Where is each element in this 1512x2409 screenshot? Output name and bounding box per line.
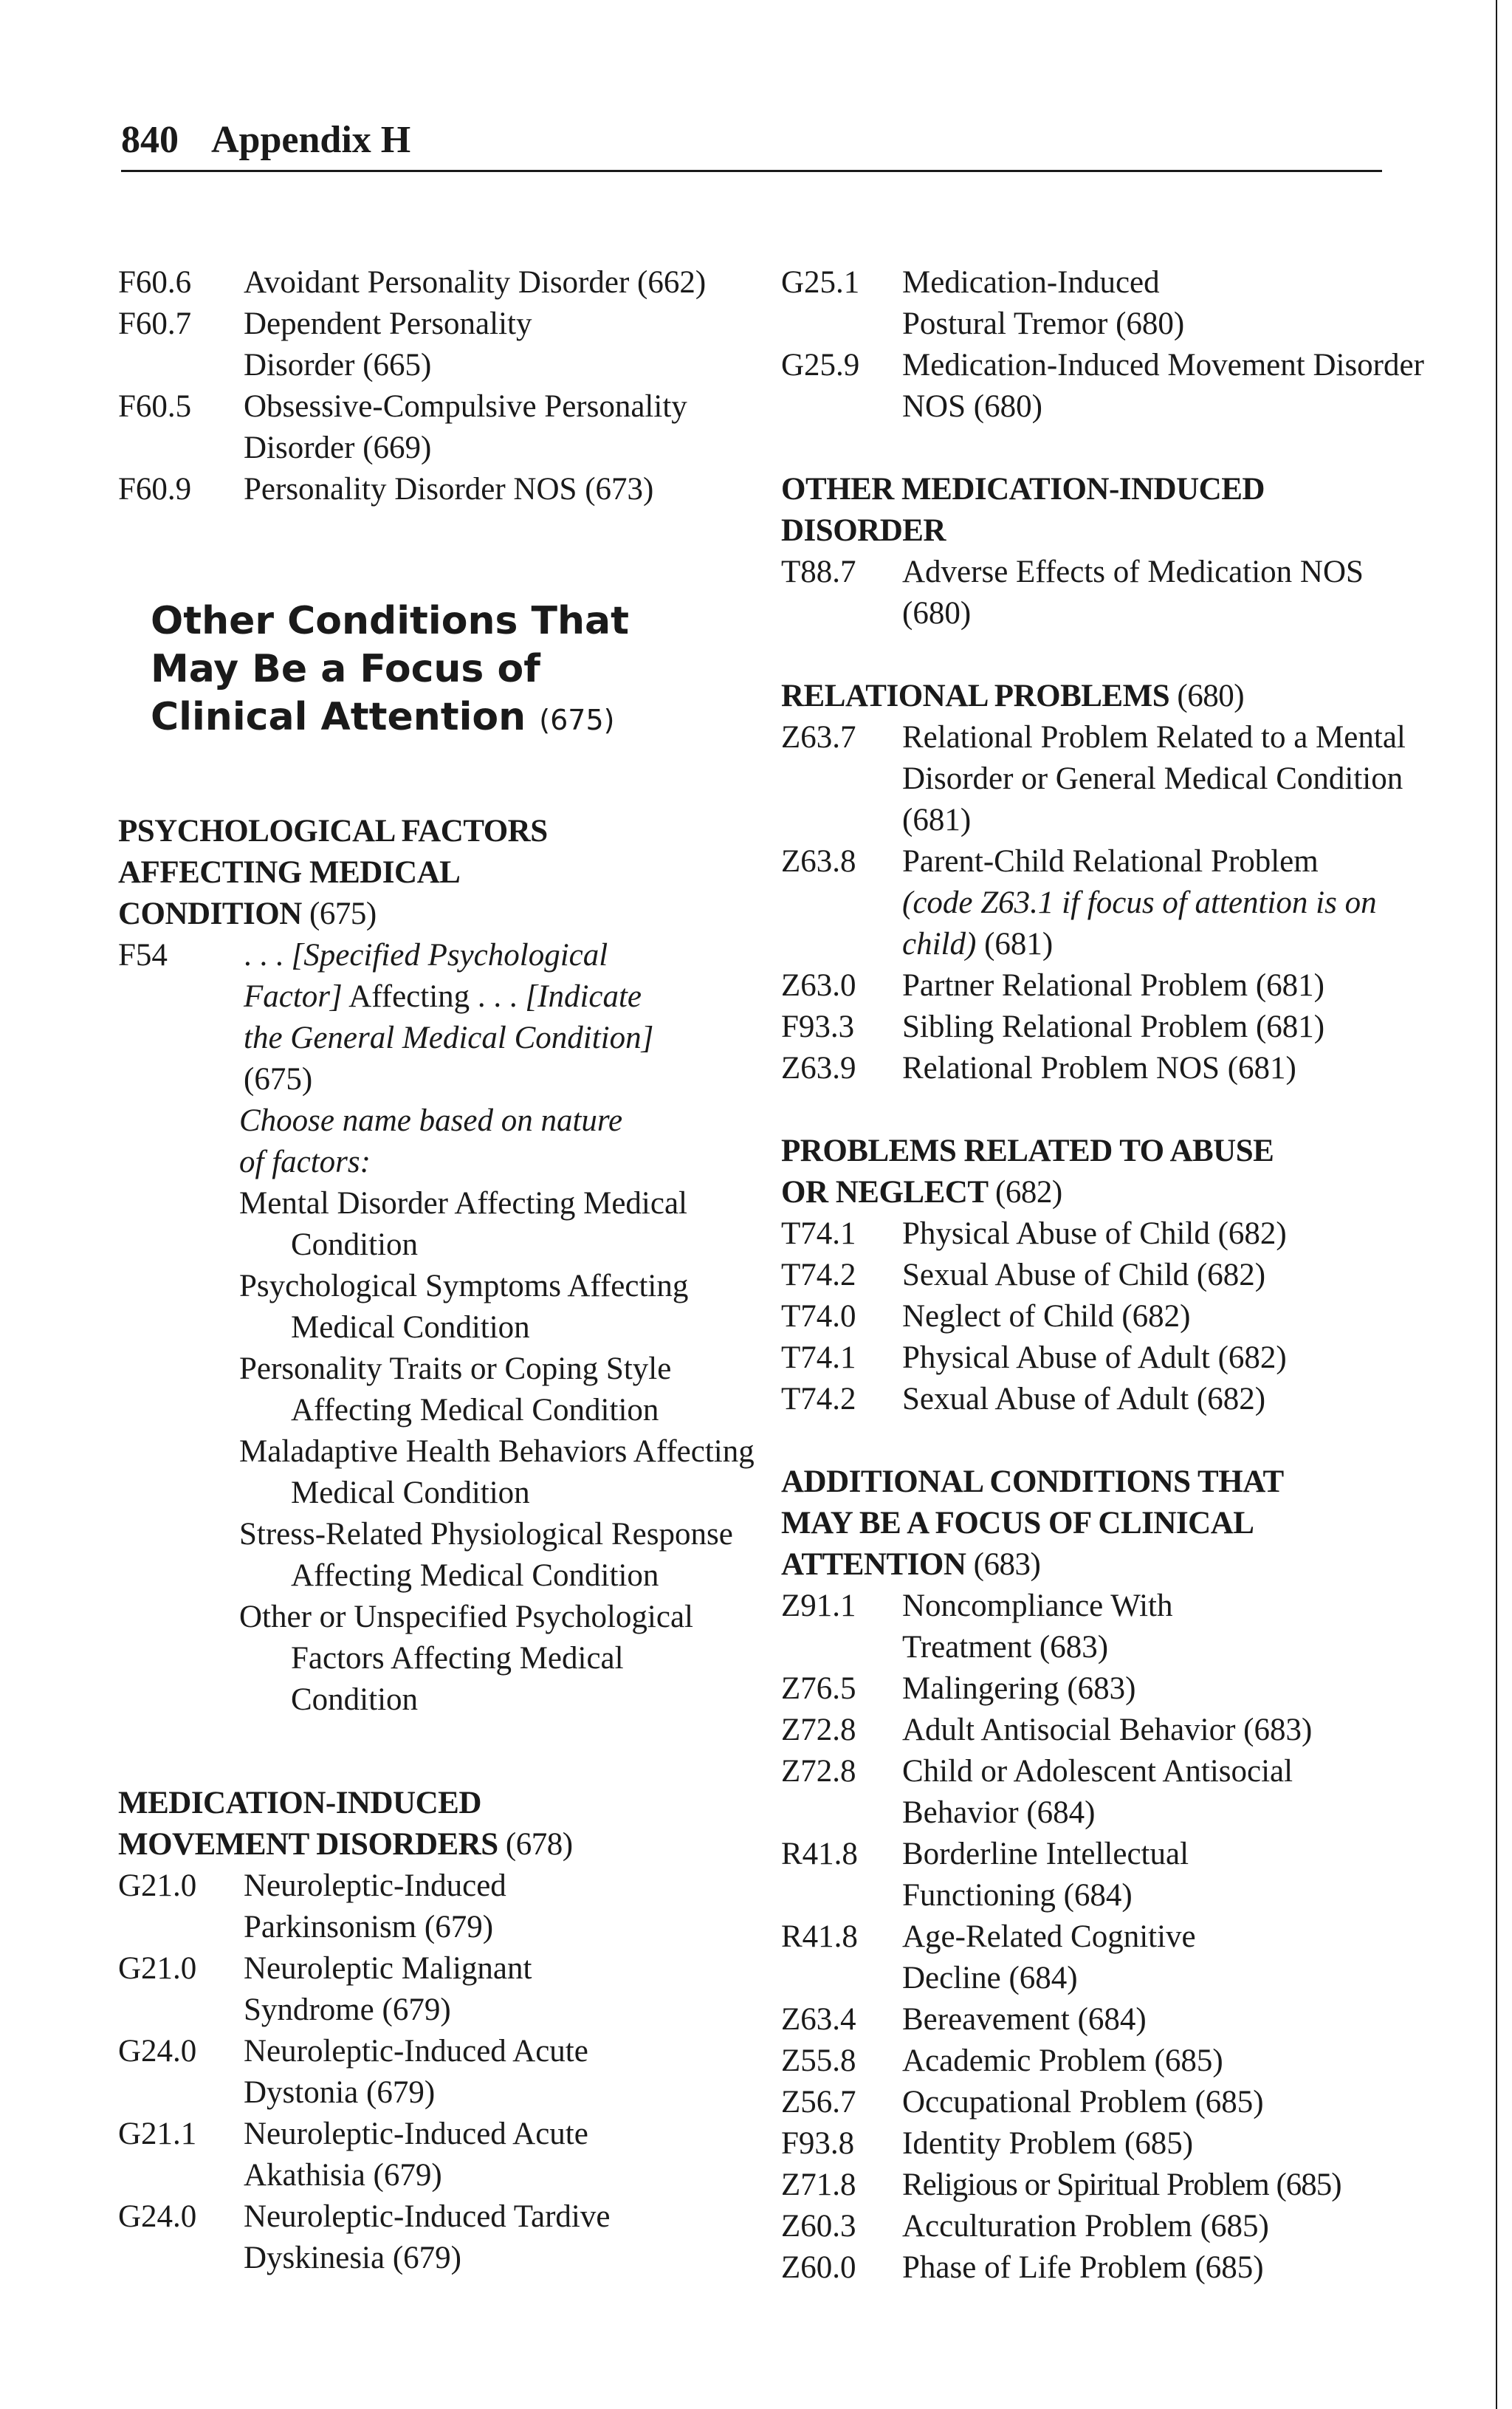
diagnosis-code: G21.0 bbox=[118, 1951, 197, 1986]
list-item bbox=[781, 1007, 1453, 1048]
diagnosis-name: Adverse Effects of Medication NOS (680) bbox=[902, 555, 1364, 631]
category-title: PSYCHOLOGICAL FACTORS AFFECTING MEDICAL CONDITION bbox=[118, 814, 548, 931]
category-heading bbox=[781, 676, 1453, 717]
list-item bbox=[781, 1751, 1453, 1834]
list-item bbox=[781, 2040, 1453, 2082]
list-item bbox=[781, 262, 1453, 345]
list-item bbox=[781, 1834, 1453, 1916]
instruction: Choose name based on nature of factors: bbox=[239, 1103, 623, 1179]
entry-ellipsis: . . . bbox=[244, 938, 292, 973]
list-item bbox=[118, 2114, 760, 2196]
diagnosis-code: G21.1 bbox=[118, 2117, 197, 2151]
list-item bbox=[781, 717, 1453, 841]
page-edge-line bbox=[1496, 0, 1497, 2409]
list-item bbox=[781, 2123, 1453, 2165]
diagnosis-name: Partner Relational Problem (681) bbox=[902, 968, 1324, 1003]
category-heading bbox=[781, 469, 1313, 552]
diagnosis-name: Acculturation Problem (685) bbox=[902, 2209, 1269, 2244]
list-item bbox=[781, 1668, 1453, 1710]
list-item bbox=[781, 2206, 1453, 2247]
diagnosis-code: R41.8 bbox=[781, 1919, 858, 1954]
list-item bbox=[781, 2165, 1453, 2206]
category-heading bbox=[118, 811, 591, 935]
diagnosis-name: Identity Problem (685) bbox=[902, 2126, 1194, 2161]
diagnosis-name: Neuroleptic-Induced Tardive Dyskinesia (679) bbox=[244, 2199, 611, 2275]
list-item bbox=[781, 345, 1453, 428]
diagnosis-name: Phase of Life Problem (685) bbox=[902, 2250, 1264, 2285]
diagnosis-code: F60.6 bbox=[118, 265, 192, 300]
diagnosis-code: Z55.8 bbox=[781, 2043, 856, 2078]
category-heading bbox=[118, 1783, 635, 1865]
diagnosis-code: T74.2 bbox=[781, 1258, 856, 1292]
diagnosis-code: F93.8 bbox=[781, 2126, 855, 2161]
section-heading-page: (675) bbox=[539, 704, 615, 736]
category-page: (678) bbox=[505, 1827, 573, 1862]
diagnosis-code: G25.9 bbox=[781, 348, 860, 383]
diagnosis-name: Occupational Problem (685) bbox=[902, 2085, 1264, 2120]
category-page: (680) bbox=[1177, 679, 1245, 713]
category-title: PROBLEMS RELATED TO ABUSE OR NEGLECT bbox=[781, 1134, 1274, 1210]
list-item bbox=[781, 2082, 1453, 2123]
diagnosis-code: Z71.8 bbox=[781, 2168, 856, 2202]
diagnosis-code: F54 bbox=[118, 938, 168, 973]
list-item bbox=[118, 2196, 760, 2279]
list-item: Personality Traits or Coping Style Affecting Medical Condition bbox=[239, 1351, 672, 1428]
list-item: Mental Disorder Affecting Medical Condition bbox=[239, 1186, 687, 1262]
diagnosis-code: R41.8 bbox=[781, 1837, 858, 1871]
diagnosis-code: T88.7 bbox=[781, 555, 856, 589]
section-heading bbox=[118, 597, 667, 744]
diagnosis-code: F60.5 bbox=[118, 389, 192, 424]
diagnosis-name: Adult Antisocial Behavior (683) bbox=[902, 1713, 1313, 1747]
category-page: (675) bbox=[309, 897, 377, 931]
list-item bbox=[118, 1948, 760, 2031]
diagnosis-code: Z63.0 bbox=[781, 968, 856, 1003]
diagnosis-name: Neuroleptic-Induced Parkinsonism (679) bbox=[244, 1868, 506, 1944]
list-item bbox=[781, 1213, 1453, 1255]
list-item bbox=[118, 1865, 760, 1948]
entry-placeholder: [Indicate the General Medical Condition] bbox=[244, 979, 654, 1055]
category-title: RELATIONAL PROBLEMS bbox=[781, 679, 1170, 713]
diagnosis-name: Sexual Abuse of Adult (682) bbox=[902, 1382, 1266, 1416]
instruction-text bbox=[118, 1100, 760, 1183]
diagnosis-name: Sexual Abuse of Child (682) bbox=[902, 1258, 1266, 1292]
list-item bbox=[781, 1379, 1453, 1420]
diagnosis-name: Obsessive-Compulsive Personality Disorder (669) bbox=[244, 389, 687, 465]
diagnosis-name: Relational Problem NOS (681) bbox=[902, 1051, 1296, 1086]
list-item bbox=[781, 1337, 1453, 1379]
list-item bbox=[781, 1999, 1453, 2040]
list-item bbox=[781, 965, 1453, 1007]
diagnosis-code: T74.1 bbox=[781, 1340, 856, 1375]
entry-page: (675) bbox=[244, 1062, 313, 1097]
section-heading-title: Other Conditions That May Be a Focus of Clinical Attention bbox=[151, 599, 629, 739]
diagnosis-name: Religious or Spiritual Problem (685) bbox=[902, 2168, 1341, 2202]
page-header bbox=[121, 118, 1382, 172]
page-number: 840 bbox=[121, 119, 179, 161]
list-item bbox=[118, 935, 760, 1100]
list-item bbox=[118, 304, 760, 386]
list-item bbox=[781, 1255, 1453, 1296]
diagnosis-name: Medication-Induced Postural Tremor (680) bbox=[902, 265, 1185, 341]
diagnosis-code: Z60.0 bbox=[781, 2250, 856, 2285]
diagnosis-name bbox=[244, 935, 760, 1100]
diagnosis-name: Avoidant Personality Disorder (662) bbox=[244, 265, 707, 300]
diagnosis-code: T74.0 bbox=[781, 1299, 856, 1334]
diagnosis-code: G25.1 bbox=[781, 265, 860, 300]
diagnosis-code: Z72.8 bbox=[781, 1754, 856, 1789]
diagnosis-name: Malingering (683) bbox=[902, 1671, 1136, 1706]
diagnosis-title: Parent-Child Relational Problem bbox=[902, 844, 1319, 879]
entry-page: (681) bbox=[976, 927, 1054, 962]
list-item bbox=[781, 552, 1453, 634]
diagnosis-code: F93.3 bbox=[781, 1010, 855, 1044]
diagnosis-name: Bereavement (684) bbox=[902, 2002, 1147, 2037]
list-item bbox=[781, 841, 1453, 965]
diagnosis-name: Academic Problem (685) bbox=[902, 2043, 1223, 2078]
right-column bbox=[781, 262, 1453, 2289]
diagnosis-code: G24.0 bbox=[118, 2034, 197, 2069]
list-item bbox=[781, 1296, 1453, 1337]
diagnosis-name: Child or Adolescent Antisocial Behavior (684) bbox=[902, 1754, 1293, 1830]
entry-text: Affecting . . . bbox=[342, 979, 526, 1014]
diagnosis-code: Z63.8 bbox=[781, 844, 856, 879]
list-item: Maladaptive Health Behaviors Affecting Medical Condition bbox=[239, 1434, 755, 1510]
list-item bbox=[781, 1586, 1453, 1668]
list-item bbox=[118, 262, 760, 304]
category-page: (683) bbox=[973, 1547, 1041, 1582]
list-item: Psychological Symptoms Affecting Medical Condition bbox=[239, 1269, 689, 1345]
diagnosis-code: Z60.3 bbox=[781, 2209, 856, 2244]
diagnosis-name: Relational Problem Related to a Mental Disorder or General Medical Condition (681) bbox=[902, 720, 1406, 837]
diagnosis-name: Neuroleptic-Induced Acute Akathisia (679) bbox=[244, 2117, 588, 2193]
category-title: MEDICATION-INDUCED MOVEMENT DISORDERS bbox=[118, 1786, 498, 1862]
list-item: Other or Unspecified Psychological Factors Affecting Medical Condition bbox=[239, 1600, 693, 1717]
diagnosis-name: Medication-Induced Movement Disorder NOS (680) bbox=[902, 348, 1424, 424]
diagnosis-name: Neuroleptic-Induced Acute Dystonia (679) bbox=[244, 2034, 588, 2110]
diagnosis-code: Z91.1 bbox=[781, 1589, 856, 1623]
list-item: Stress-Related Physiological Response Affecting Medical Condition bbox=[239, 1517, 733, 1593]
diagnosis-name: Physical Abuse of Child (682) bbox=[902, 1216, 1287, 1251]
diagnosis-code: Z56.7 bbox=[781, 2085, 856, 2120]
list-item bbox=[118, 386, 760, 469]
diagnosis-name bbox=[902, 841, 1453, 965]
diagnosis-name: Neglect of Child (682) bbox=[902, 1299, 1191, 1334]
diagnosis-code: Z63.9 bbox=[781, 1051, 856, 1086]
diagnosis-code: T74.2 bbox=[781, 1382, 856, 1416]
category-heading bbox=[781, 1131, 1313, 1213]
diagnosis-name: Borderline Intellectual Functioning (684) bbox=[902, 1837, 1189, 1913]
left-column bbox=[118, 262, 760, 2279]
coding-note: (code Z63.1 if focus of attention is on child) bbox=[902, 885, 1377, 962]
diagnosis-name: Age-Related Cognitive Decline (684) bbox=[902, 1919, 1196, 1995]
diagnosis-name: Noncompliance With Treatment (683) bbox=[902, 1589, 1173, 1665]
list-item bbox=[781, 1710, 1453, 1751]
diagnosis-code: Z72.8 bbox=[781, 1713, 856, 1747]
entry-placeholder: [Specified Psychological Factor] bbox=[244, 938, 608, 1014]
category-page: (682) bbox=[995, 1175, 1062, 1210]
diagnosis-name: Dependent Personality Disorder (665) bbox=[244, 306, 532, 383]
diagnosis-code: Z63.7 bbox=[781, 720, 856, 755]
diagnosis-name: Physical Abuse of Adult (682) bbox=[902, 1340, 1287, 1375]
list-item bbox=[118, 2031, 760, 2114]
list-item bbox=[781, 1916, 1453, 1999]
diagnosis-name: Personality Disorder NOS (673) bbox=[244, 472, 654, 507]
diagnosis-code: G21.0 bbox=[118, 1868, 197, 1903]
diagnosis-code: F60.7 bbox=[118, 306, 192, 341]
diagnosis-name: Neuroleptic Malignant Syndrome (679) bbox=[244, 1951, 532, 2027]
diagnosis-code: Z76.5 bbox=[781, 1671, 856, 1706]
category-title: ADDITIONAL CONDITIONS THAT MAY BE A FOCUS OF CLINICAL ATTENTION bbox=[781, 1464, 1283, 1582]
list-item bbox=[118, 469, 760, 510]
list-item bbox=[781, 2247, 1453, 2289]
diagnosis-code: G24.0 bbox=[118, 2199, 197, 2234]
diagnosis-code: F60.9 bbox=[118, 472, 192, 507]
list-item bbox=[781, 1048, 1453, 1089]
page-title: Appendix H bbox=[211, 119, 411, 161]
category-heading bbox=[781, 1461, 1313, 1586]
diagnosis-name: Sibling Relational Problem (681) bbox=[902, 1010, 1325, 1044]
category-title: OTHER MEDICATION-INDUCED DISORDER bbox=[781, 472, 1265, 548]
diagnosis-code: T74.1 bbox=[781, 1216, 856, 1251]
diagnosis-code: Z63.4 bbox=[781, 2002, 856, 2037]
